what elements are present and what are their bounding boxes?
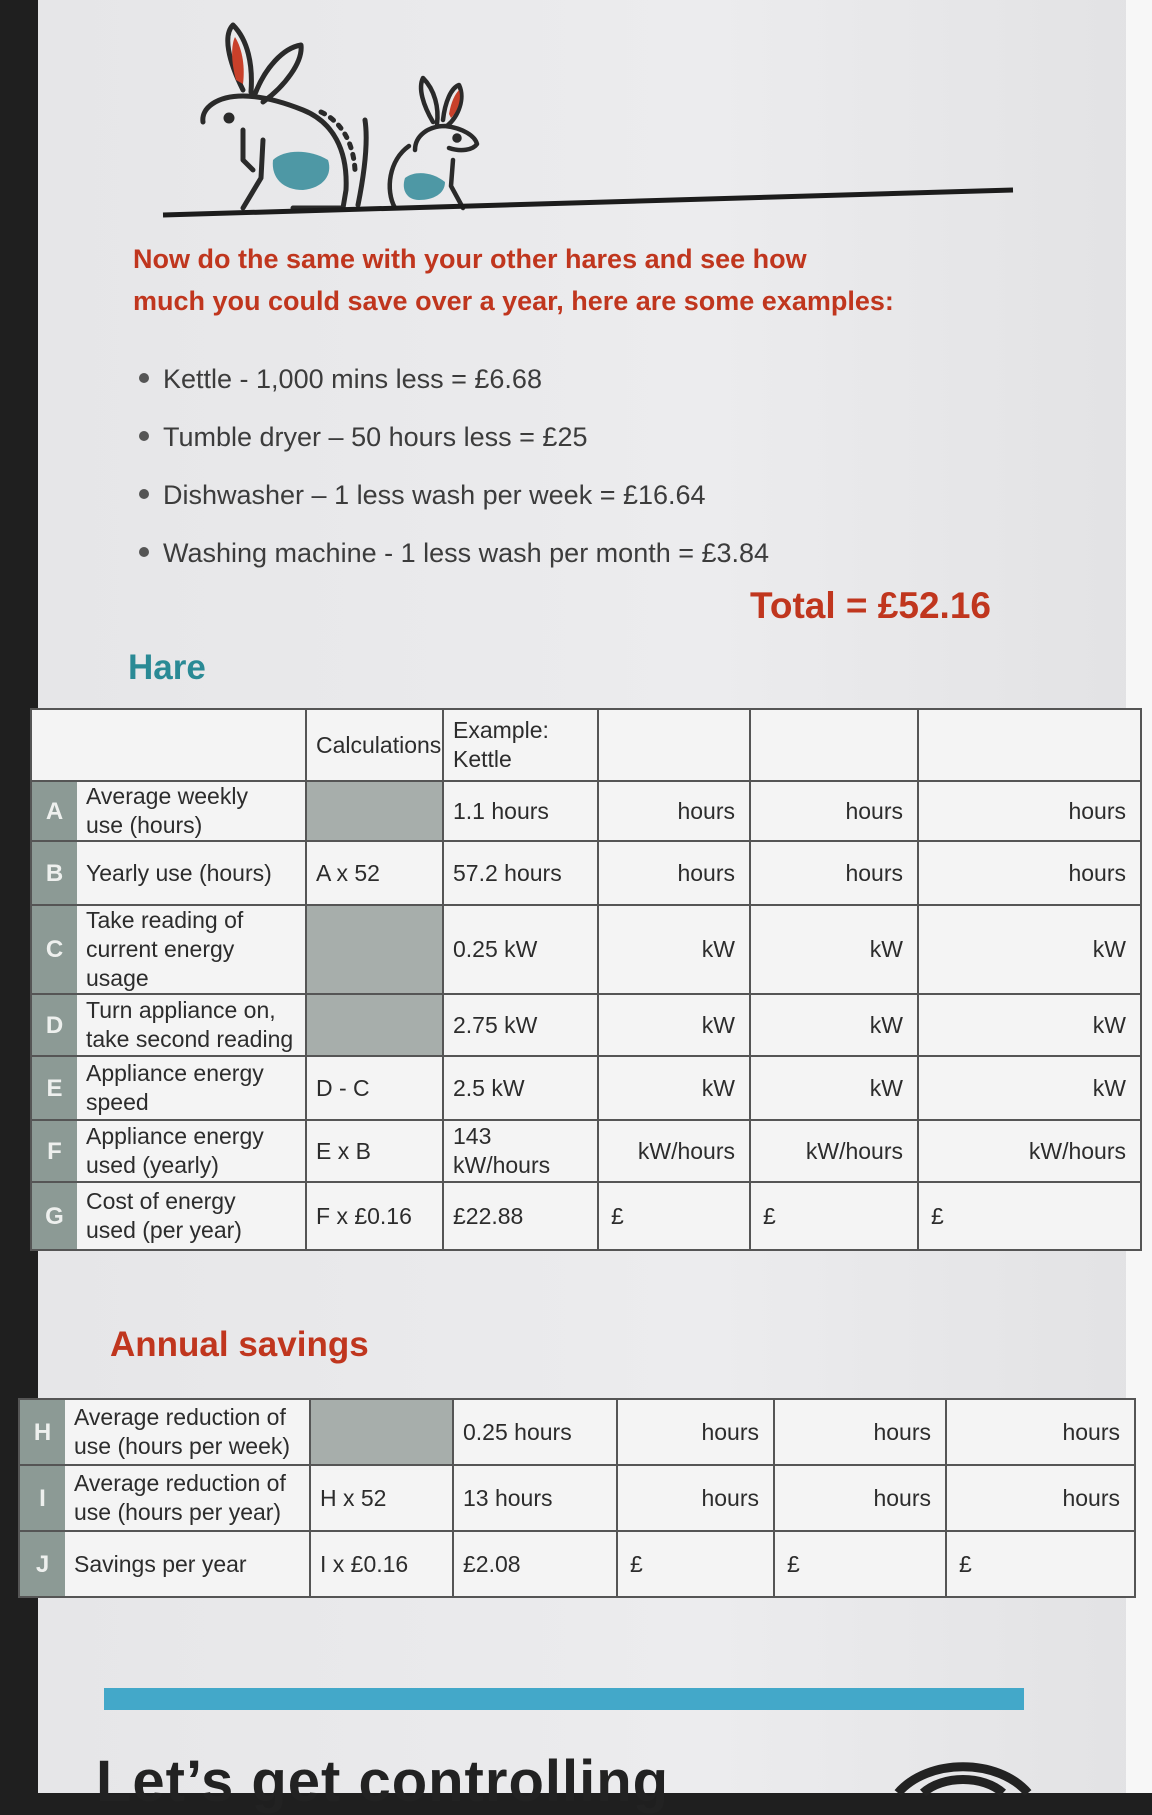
small-hare-icon [390,78,477,208]
row-example-value: £2.08 [453,1531,617,1597]
examples-list [133,350,769,582]
row-letter: J [19,1531,65,1597]
row-calculation: F x £0.16 [306,1182,443,1250]
row-entry-unit: hours [598,841,750,905]
list-item [133,524,769,582]
bullet-icon [139,547,149,557]
intro-text [133,238,1033,322]
row-entry-unit: kW [598,1056,750,1120]
row-calculation [310,1399,453,1465]
footer-heading: Let’s get controlling [96,1749,670,1814]
table-row [19,1465,1135,1531]
signal-icon [888,1750,1038,1793]
row-entry-unit: kW/hours [750,1120,918,1182]
row-label: Average reduction of use (hours per week) [65,1399,310,1465]
row-letter: F [31,1120,77,1182]
row-label: Take reading of current energy usage [77,905,306,994]
row-label: Turn appliance on, take second reading [77,994,306,1056]
row-entry-unit: £ [617,1531,774,1597]
header-col-2 [750,709,918,781]
row-example-value: 1.1 hours [443,781,598,841]
table-row [31,905,1141,994]
leaflet-page [33,0,1152,1814]
header-blank [31,709,306,781]
row-calculation: H x 52 [310,1465,453,1531]
row-letter: H [19,1399,65,1465]
header-col-1 [598,709,750,781]
header-calculations: Calculations [306,709,443,781]
row-label: Yearly use (hours) [77,841,306,905]
table-row [31,1120,1141,1182]
intro-line-1: Now do the same with your other hares and see how [133,244,807,274]
row-letter: B [31,841,77,905]
ground-line [163,190,1013,215]
row-calculation [306,781,443,841]
example-text: Washing machine - 1 less wash per month = £3.84 [163,538,770,568]
row-example-value: 2.5 kW [443,1056,598,1120]
big-hare-icon [203,25,366,208]
row-entry-unit: kW [750,994,918,1056]
row-entry-unit: £ [598,1182,750,1250]
row-label: Appliance energy used (yearly) [77,1120,306,1182]
row-example-value: 13 hours [453,1465,617,1531]
row-entry-unit: kW [598,905,750,994]
row-label: Average reduction of use (hours per year) [65,1465,310,1531]
example-text: Kettle - 1,000 mins less = £6.68 [163,364,542,394]
row-entry-unit: hours [918,841,1141,905]
row-entry-unit: kW [598,994,750,1056]
row-calculation: I x £0.16 [310,1531,453,1597]
header-example: Example: Kettle [443,709,598,781]
intro-line-2: much you could save over a year, here are some examples: [133,286,894,316]
row-calculation: D - C [306,1056,443,1120]
row-example-value: 2.75 kW [443,994,598,1056]
row-entry-unit: kW [918,994,1141,1056]
row-entry-unit: hours [617,1465,774,1531]
row-example-value: £22.88 [443,1182,598,1250]
bullet-icon [139,431,149,441]
row-entry-unit: hours [774,1465,946,1531]
row-entry-unit: £ [774,1531,946,1597]
table-row [31,994,1141,1056]
total-value: Total = £52.16 [750,585,991,626]
hares-illustration [133,10,1053,225]
annual-savings-title: Annual savings [110,1325,369,1364]
row-letter: D [31,994,77,1056]
row-entry-unit: £ [750,1182,918,1250]
row-example-value: 57.2 hours [443,841,598,905]
header-col-3 [918,709,1141,781]
row-entry-unit: kW [918,1056,1141,1120]
row-entry-unit: hours [617,1399,774,1465]
row-entry-unit: hours [598,781,750,841]
row-label: Cost of energy used (per year) [77,1182,306,1250]
row-label: Appliance energy speed [77,1056,306,1120]
row-entry-unit: kW [918,905,1141,994]
row-entry-unit: hours [918,781,1141,841]
row-calculation [306,994,443,1056]
row-entry-unit: £ [918,1182,1141,1250]
row-letter: G [31,1182,77,1250]
table-row [31,841,1141,905]
row-entry-unit: £ [946,1531,1135,1597]
row-label: Average weekly use (hours) [77,781,306,841]
row-entry-unit: kW [750,1056,918,1120]
list-item [133,408,769,466]
row-entry-unit: hours [750,841,918,905]
hare-table [30,708,1142,1251]
row-entry-unit: kW/hours [918,1120,1141,1182]
row-entry-unit: hours [750,781,918,841]
divider-bar [104,1688,1024,1710]
row-label: Savings per year [65,1531,310,1597]
row-entry-unit: kW/hours [598,1120,750,1182]
row-letter: A [31,781,77,841]
row-calculation [306,905,443,994]
bullet-icon [139,373,149,383]
row-letter: C [31,905,77,994]
annual-savings-table [18,1398,1136,1598]
hare-section-title: Hare [128,648,206,687]
table-header-row [31,709,1141,781]
table-row [31,781,1141,841]
row-entry-unit: hours [946,1465,1135,1531]
table-row [19,1399,1135,1465]
example-text: Tumble dryer – 50 hours less = £25 [163,422,588,452]
row-example-value: 0.25 hours [453,1399,617,1465]
bullet-icon [139,489,149,499]
table-row [31,1056,1141,1120]
list-item [133,466,769,524]
row-calculation: A x 52 [306,841,443,905]
row-calculation: E x B [306,1120,443,1182]
row-entry-unit: hours [946,1399,1135,1465]
table-row [31,1182,1141,1250]
example-text: Dishwasher – 1 less wash per week = £16.64 [163,480,706,510]
row-letter: I [19,1465,65,1531]
row-entry-unit: kW [750,905,918,994]
row-entry-unit: hours [774,1399,946,1465]
list-item [133,350,769,408]
row-letter: E [31,1056,77,1120]
row-example-value: 0.25 kW [443,905,598,994]
table-row [19,1531,1135,1597]
row-example-value: 143 kW/hours [443,1120,598,1182]
